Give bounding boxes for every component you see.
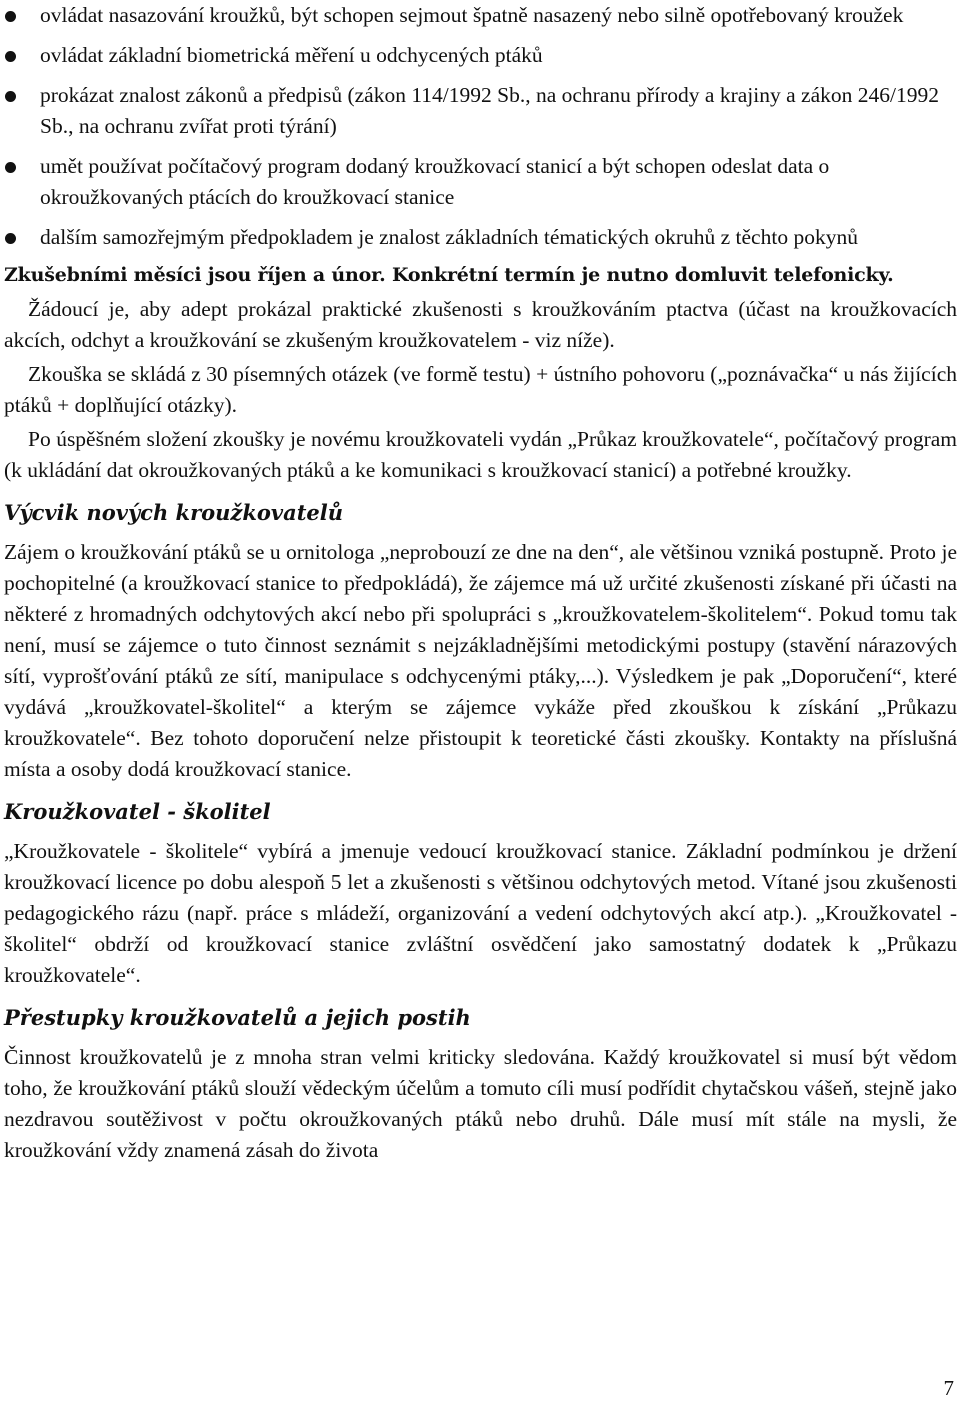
document-page [4,0,957,1169]
bullet-icon [5,51,16,62]
intro-paragraph: Žádoucí je, aby adept prokázal praktické zkušenosti s kroužkováním ptactva (účast na kroužkovacích akcích, odchyt a kroužkování se zkušeným kroužkovatelem - viz níže). [4,297,957,352]
bullet-icon [5,91,16,102]
section-heading: Kroužkovatel - školitel [4,799,271,824]
requirements-list [4,0,957,253]
intro-paragraph: Po úspěšném složení zkoušky je novému kroužkovateli vydán „Průkaz kroužkovatele“, počítačový program (k ukládání dat okroužkovaných ptáků a ke komunikaci s kroužkovací stanicí) a potřebné kroužky. [4,427,957,482]
section-paragraph: Zájem o kroužkování ptáků se u ornitologa „neprobouzí ze dne na den“, ale většinou vzniká postupně. Proto je pochopitelné (a kroužkovací stanice to předpokládá), že zájemce má už určité zkušenosti získané při účasti na některé z hromadných odchytových akcí nebo při spolupráci s „kroužkovatelem-školitelem“. Pokud tomu tak není, musí se zájemce o tuto činnost seznámit s nejzákladnějšími metodickými postupy (stavění nárazových sítí, vyprošťování ptáků ze sítí, manipulace s odchycenými ptáky,...). Výsledkem je pak „Doporučení“, které vydává „kroužkovatel-školitel“ a kterým se zájemce vykáže před zkouškou k získání „Průkazu kroužkovatele“. Bez tohoto doporučení nelze přistoupit k teoretické části zkoušky. Kontakty na příslušná místa a osoby dodá kroužkovací stanice. [4,540,957,781]
list-item: ovládat základní biometrická měření u odchycených ptáků [4,40,957,71]
section-heading: Přestupky kroužkovatelů a jejich postih [4,1005,471,1030]
bullet-icon [5,162,16,173]
list-item: ovládat nasazování kroužků, být schopen sejmout špatně nasazený nebo silně opotřebovaný kroužek [4,0,957,31]
section-paragraph: Činnost kroužkovatelů je z mnoha stran velmi kriticky sledována. Každý kroužkovatel si musí být vědom toho, že kroužkování ptáků slouží vědeckým účelům a tomuto cíli musí podřídit chytačskou vášeň, stejně jako nezdravou soutěživost v počtu okroužkovaných ptáků nebo druhů. Dále musí mít stále na mysli, že kroužkování vždy znamená zásah do života [4,1045,957,1162]
intro-paragraph: Zkouška se skládá z 30 písemných otázek (ve formě testu) + ústního pohovoru („poznávačka“ u nás žijících ptáků + doplňující otázky). [4,362,957,417]
list-item: prokázat znalost zákonů a předpisů (zákon 114/1992 Sb., na ochranu přírody a krajiny a zákon 246/1992 Sb., na ochranu zvířat proti týrání) [4,80,957,142]
bullet-icon [5,233,16,244]
list-item: umět používat počítačový program dodaný kroužkovací stanicí a být schopen odeslat data o okroužkovaných ptácích do kroužkovací stanice [4,151,957,213]
page-number: 7 [943,1376,954,1400]
list-item: dalším samozřejmým předpokladem je znalost základních tématických okruhů z těchto pokynů [4,222,957,253]
exam-months-note: Zkušebními měsíci jsou říjen a únor. Konkrétní termín je nutno domluvit telefonicky. [4,264,894,286]
section-paragraph: „Kroužkovatele - školitele“ vybírá a jmenuje vedoucí kroužkovací stanice. Základní podmínkou je držení kroužkovací licence po dobu alespoň 5 let a zkušenosti s většinou odchytových metod. Vítané jsou zkušenosti pedagogického rázu (např. práce s mládeží, organizování a vedení odchytových akcí atp.). „Kroužkovatel - školitel“ obdrží od kroužkovací stanice zvláštní osvědčení jako samostatný dodatek k „Průkazu kroužkovatele“. [4,839,957,987]
section-heading: Výcvik nových kroužkovatelů [4,500,344,525]
bullet-icon [5,11,16,22]
